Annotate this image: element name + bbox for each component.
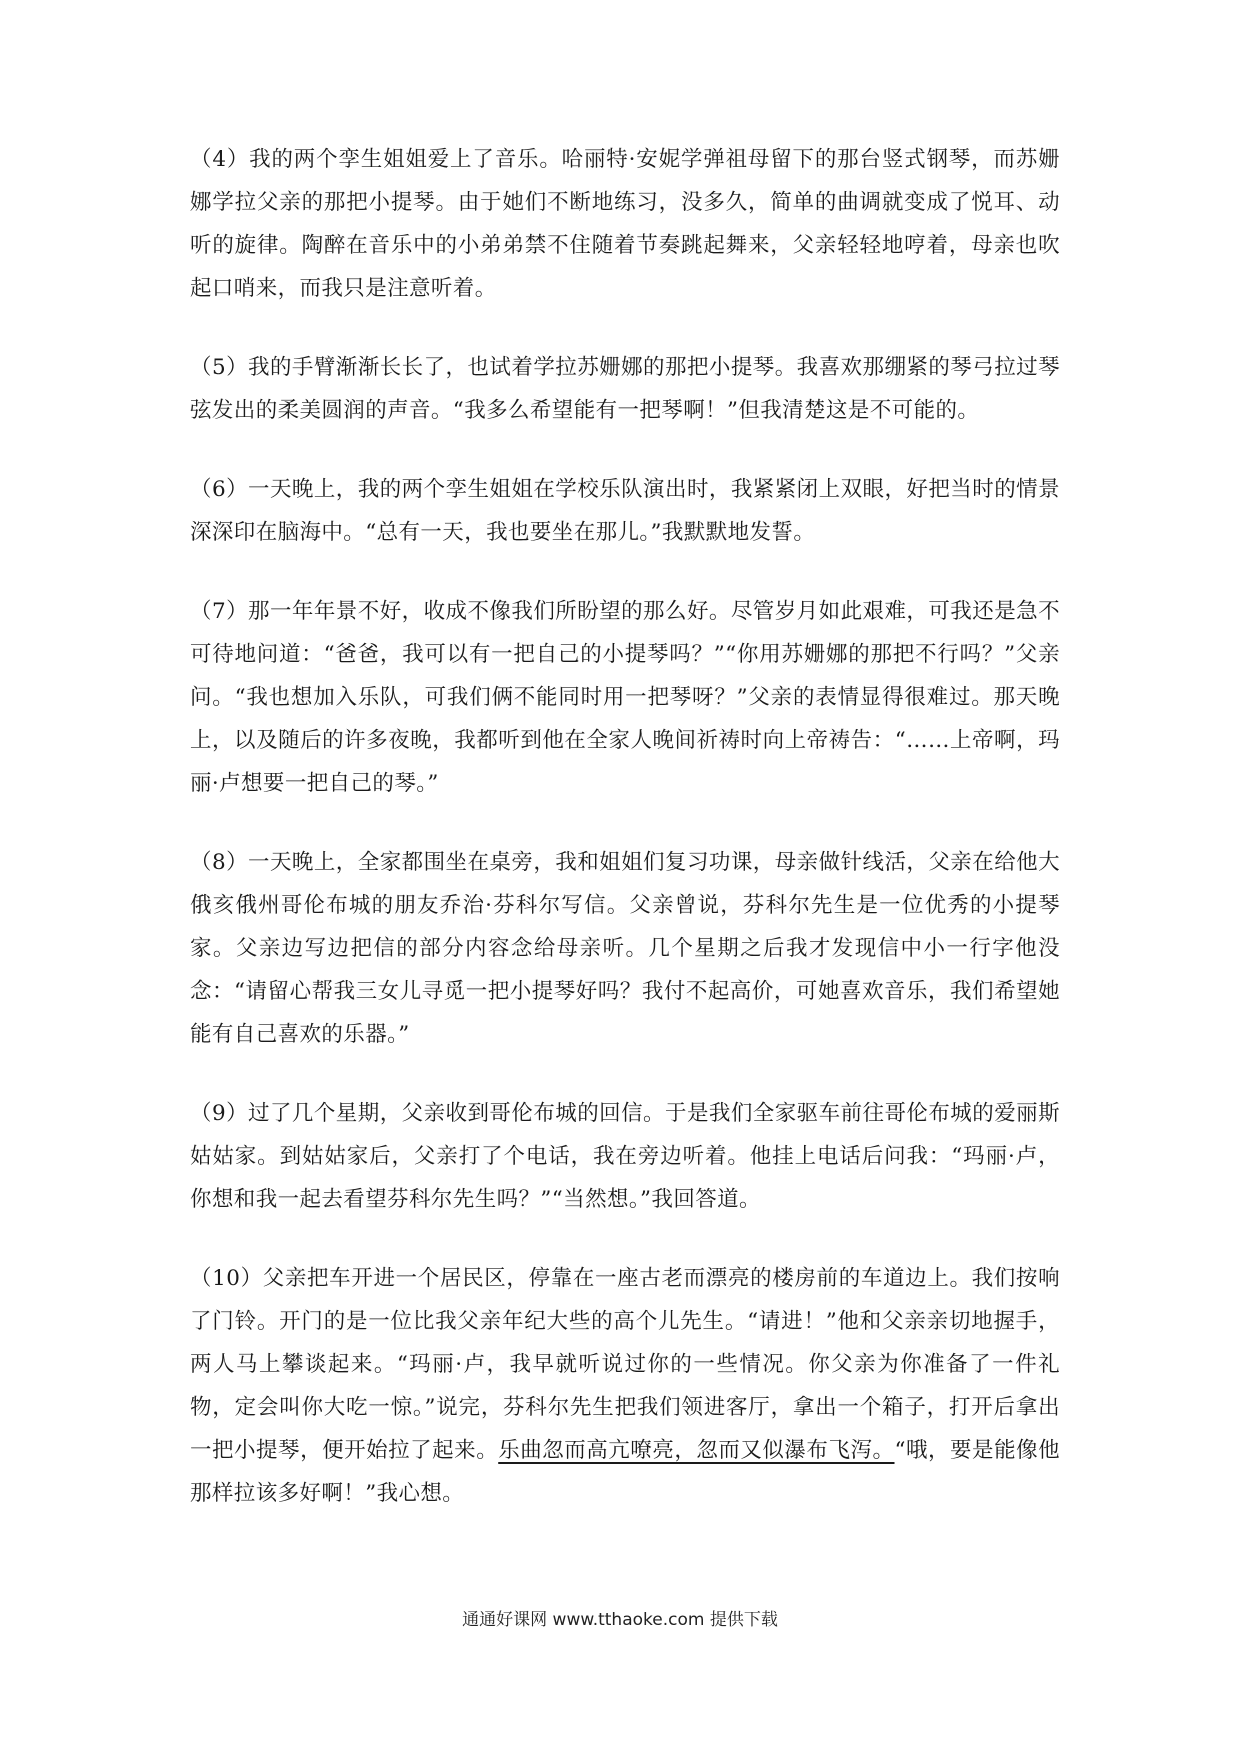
- paragraph-6: （6）一天晚上，我的两个孪生姐姐在学校乐队演出时，我紧紧闭上双眼，好把当时的情景深深印在脑海中。“总有一天，我也要坐在那儿。”我默默地发誓。: [190, 477, 1060, 545]
- paragraph-4: （4）我的两个孪生姐姐爱上了音乐。哈丽特·安妮学弹祖母留下的那台竖式钢琴，而苏姗娜学拉父亲的那把小提琴。由于她们不断地练习，没多久，简单的曲调就变成了悦耳、动听的旋律。陶醉在音乐中的小弟弟禁不住随着节奏跳起舞来，父亲轻轻地哼着，母亲也吹起口哨来，而我只是注意听着。: [190, 147, 1060, 301]
- paragraph-5: （5）我的手臂渐渐长长了，也试着学拉苏姗娜的那把小提琴。我喜欢那绷紧的琴弓拉过琴弦发出的柔美圆润的声音。“我多么希望能有一把琴啊！”但我清楚这是不可能的。: [190, 355, 1060, 423]
- paragraph-7: （7）那一年年景不好，收成不像我们所盼望的那么好。尽管岁月如此艰难，可我还是急不可待地问道：“爸爸，我可以有一把自己的小提琴吗？”“你用苏姗娜的那把不行吗？”父亲问。“我也想加入乐队，可我们俩不能同时用一把琴呀？”父亲的表情显得很难过。那天晚上，以及随后的许多夜晚，我都听到他在全家人晚间祈祷时向上帝祷告：“……上帝啊，玛丽·卢想要一把自己的琴。”: [190, 599, 1060, 796]
- page-footer: 通通好课网 www.tthaoke.com 提供下载: [462, 1610, 778, 1630]
- paragraph-8: （8）一天晚上，全家都围坐在桌旁，我和姐姐们复习功课，母亲做针线活，父亲在给他大俄亥俄州哥伦布城的朋友乔治·芬科尔写信。父亲曾说，芬科尔先生是一位优秀的小提琴家。父亲边写边把信的部分内容念给母亲听。几个星期之后我才发现信中小一行字他没念：“请留心帮我三女儿寻觅一把小提琴好吗？我付不起高价，可她喜欢音乐，我们希望她能有自己喜欢的乐器。”: [190, 850, 1060, 1047]
- paragraph-10-text-after: “哦，要是能像他那样拉该多好啊！”我心想。: [190, 1438, 1060, 1506]
- underlined-sentence: 乐曲忽而高亢嘹亮，忽而又似瀑布飞泻。: [498, 1438, 895, 1463]
- document-body: [190, 138, 1060, 1551]
- paragraph-10: [190, 1257, 1060, 1515]
- paragraph-9: （9）过了几个星期，父亲收到哥伦布城的回信。于是我们全家驱车前往哥伦布城的爱丽斯姑姑家。到姑姑家后，父亲打了个电话，我在旁边听着。他挂上电话后问我：“玛丽·卢，你想和我一起去看望芬科尔先生吗？”“当然想。”我回答道。: [190, 1101, 1060, 1212]
- paragraph-10-text-before: （10）父亲把车开进一个居民区，停靠在一座古老而漂亮的楼房前的车道边上。我们按响了门铃。开门的是一位比我父亲年纪大些的高个儿先生。“请进！”他和父亲亲切地握手，两人马上攀谈起来。“玛丽·卢，我早就听说过你的一些情况。你父亲为你准备了一件礼物，定会叫你大吃一惊。”说完，芬科尔先生把我们领进客厅，拿出一个箱子，打开后拿出一把小提琴，便开始拉了起来。: [190, 1266, 1060, 1463]
